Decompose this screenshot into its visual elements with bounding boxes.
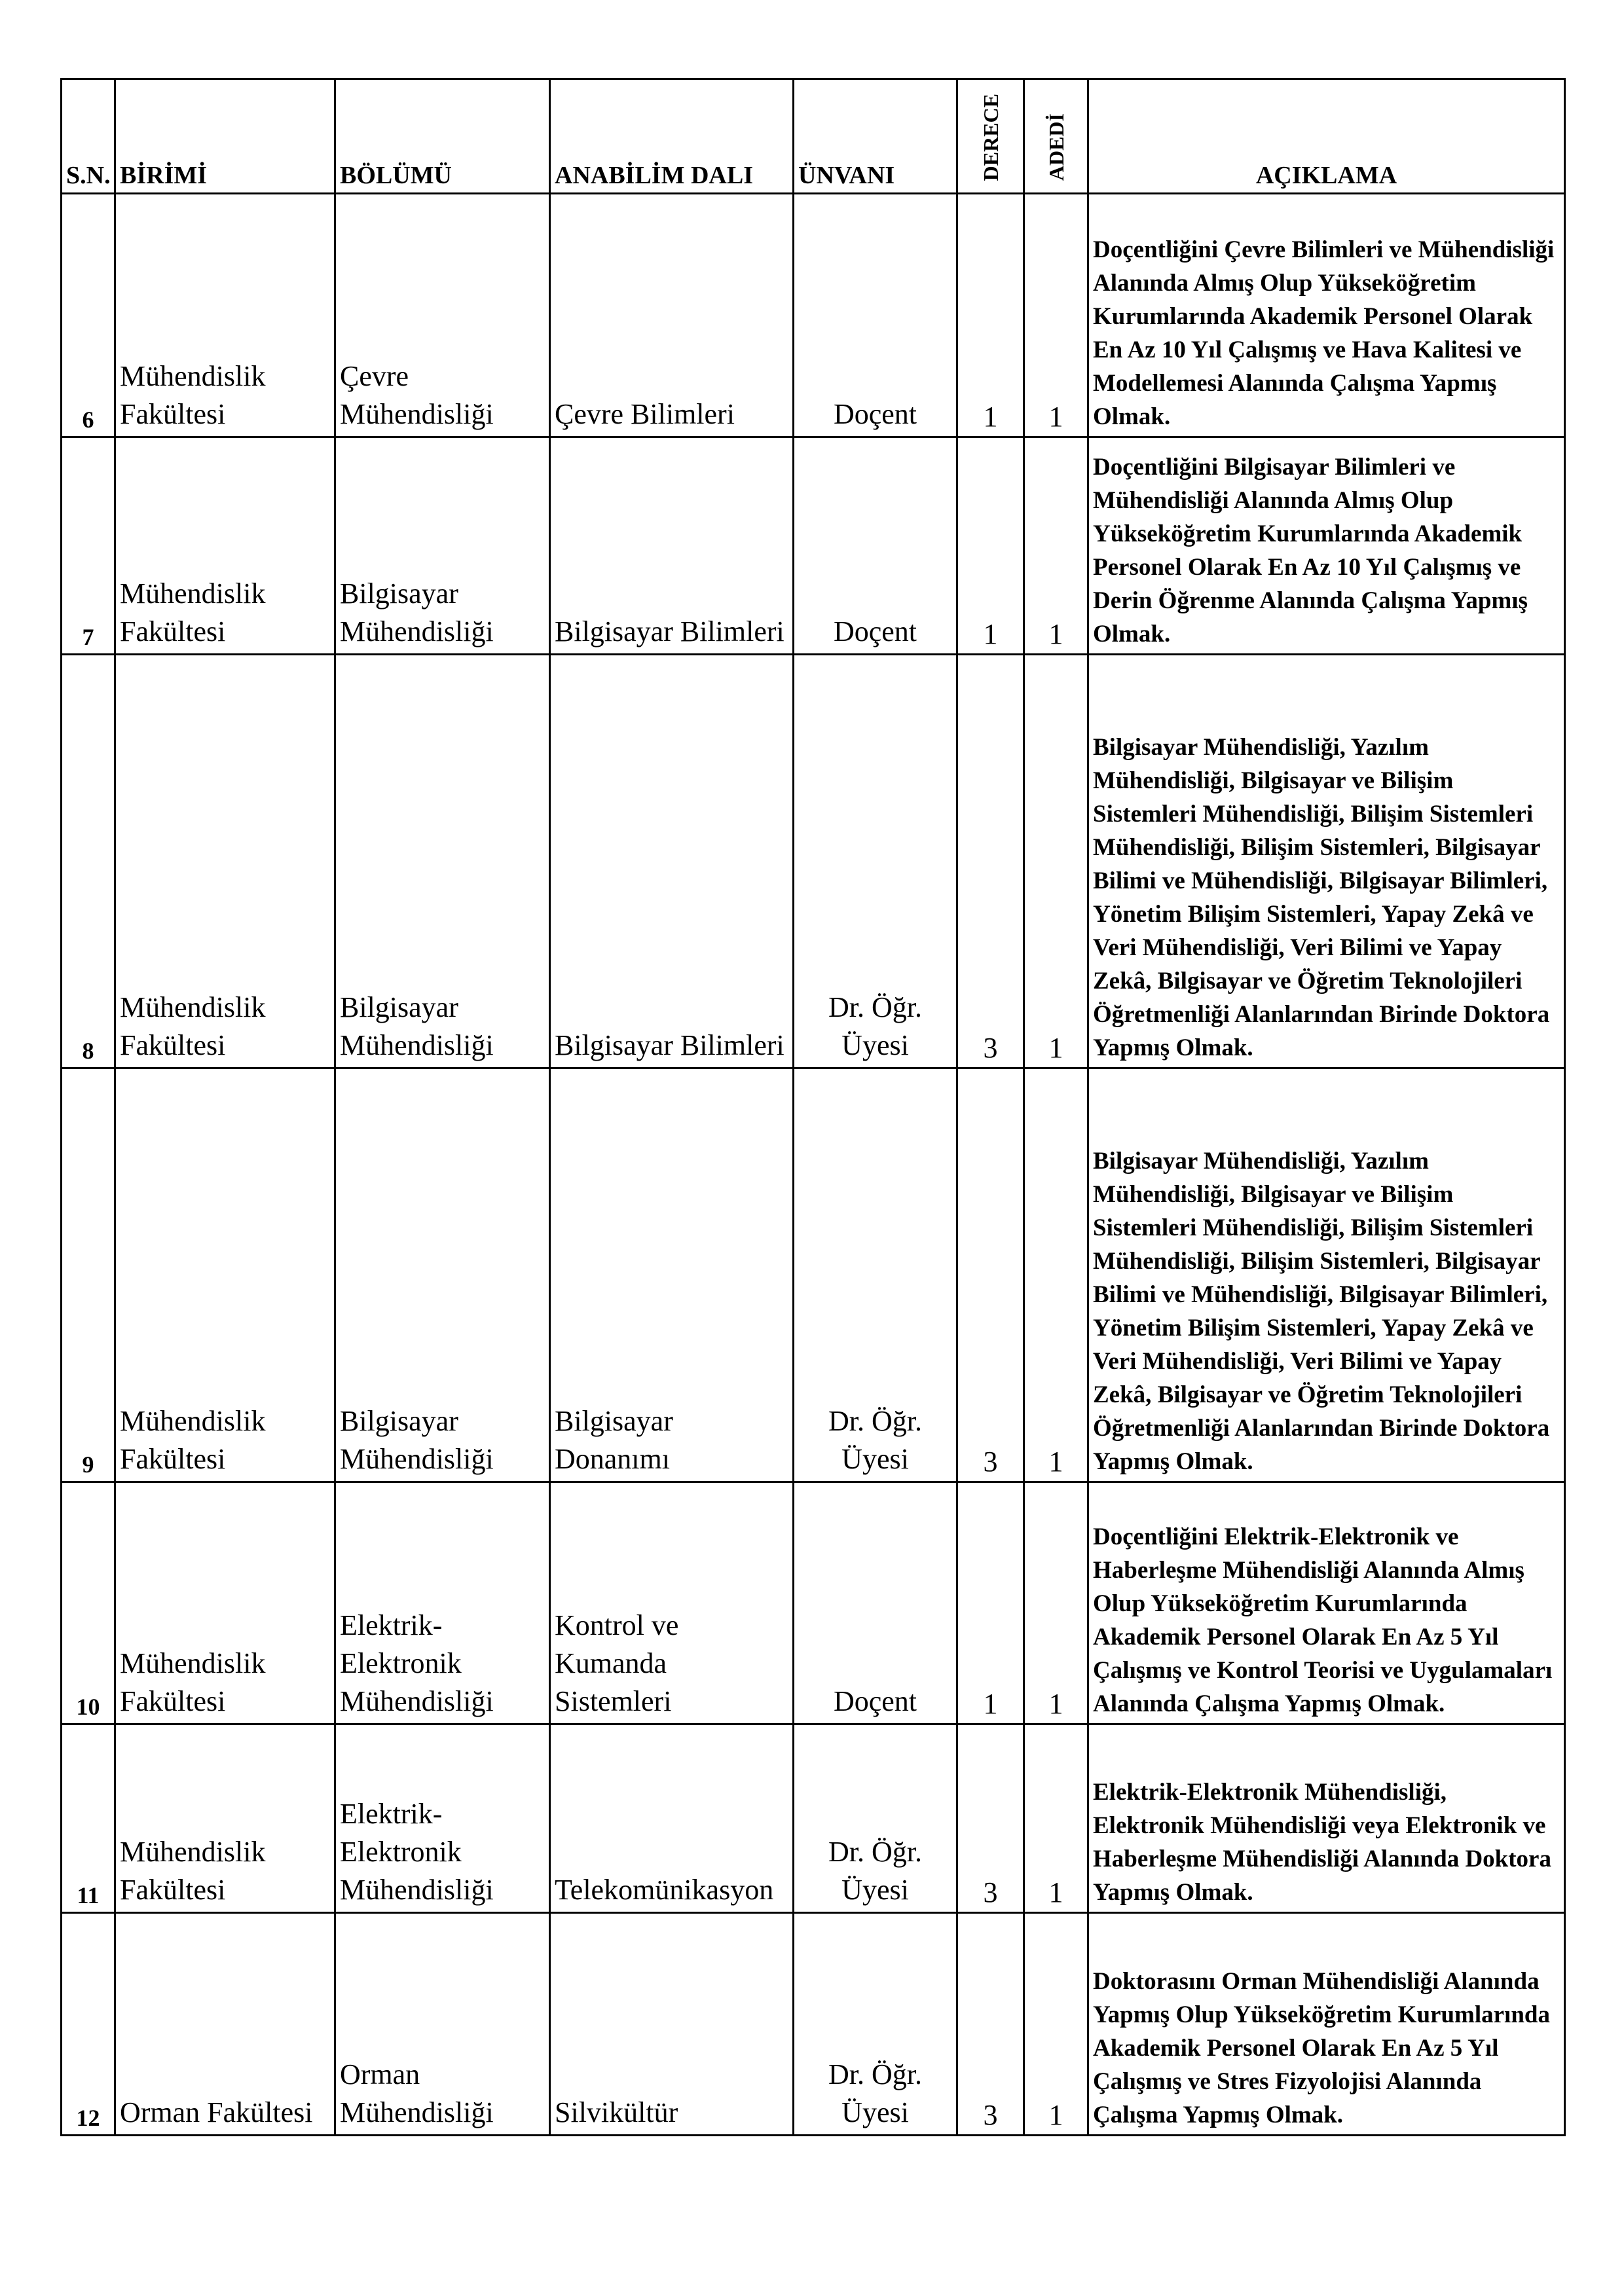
cell-sn: 7 (62, 437, 115, 655)
cell-department: Elektrik-Elektronik Mühendisliği (335, 1724, 550, 1913)
cell-count: 1 (1024, 437, 1088, 655)
cell-division: Bilgisayar Bilimleri (550, 655, 794, 1068)
cell-title: Doçent (794, 437, 957, 655)
cell-sn: 11 (62, 1724, 115, 1913)
cell-title: Doçent (794, 1482, 957, 1724)
staff-position-table (60, 78, 1566, 2136)
cell-degree: 3 (957, 655, 1024, 1068)
cell-division: Silvikültür (550, 1913, 794, 2136)
cell-title: Dr. Öğr. Üyesi (794, 1724, 957, 1913)
cell-degree: 1 (957, 1482, 1024, 1724)
cell-degree: 3 (957, 1068, 1024, 1482)
cell-unit: Mühendislik Fakültesi (115, 1068, 335, 1482)
cell-sn: 8 (62, 655, 115, 1068)
cell-degree: 1 (957, 194, 1024, 437)
cell-count: 1 (1024, 1482, 1088, 1724)
cell-department: Bilgisayar Mühendisliği (335, 437, 550, 655)
cell-count: 1 (1024, 1724, 1088, 1913)
cell-unit: Mühendislik Fakültesi (115, 655, 335, 1068)
cell-count: 1 (1024, 655, 1088, 1068)
table-row (62, 1482, 1565, 1724)
header-department: BÖLÜMÜ (335, 79, 550, 194)
cell-description: Doçentliğini Çevre Bilimleri ve Mühendisliği Alanında Almış Olup Yükseköğretim Kurumlarında Akademik Personel Olarak En Az 10 Yıl Çalışmış ve Hava Kalitesi ve Modellemesi Alanında Çalışma Yapmış Olmak. (1088, 194, 1565, 437)
cell-department: Bilgisayar Mühendisliği (335, 655, 550, 1068)
cell-title: Dr. Öğr. Üyesi (794, 1913, 957, 2136)
cell-sn: 6 (62, 194, 115, 437)
header-degree: DERECE (957, 79, 1024, 194)
header-title: ÜNVANI (794, 79, 957, 194)
cell-unit: Mühendislik Fakültesi (115, 437, 335, 655)
cell-division: Bilgisayar Bilimleri (550, 437, 794, 655)
header-unit: BİRİMİ (115, 79, 335, 194)
cell-division: Kontrol ve Kumanda Sistemleri (550, 1482, 794, 1724)
cell-unit: Mühendislik Fakültesi (115, 1724, 335, 1913)
cell-title: Doçent (794, 194, 957, 437)
cell-description: Doktorasını Orman Mühendisliği Alanında Yapmış Olup Yükseköğretim Kurumlarında Akademik Personel Olarak En Az 5 Yıl Çalışmış ve Stres Fizyolojisi Alanında Çalışma Yapmış Olmak. (1088, 1913, 1565, 2136)
cell-department: Çevre Mühendisliği (335, 194, 550, 437)
cell-department: Orman Mühendisliği (335, 1913, 550, 2136)
table-row (62, 1068, 1565, 1482)
cell-degree: 3 (957, 1724, 1024, 1913)
cell-title: Dr. Öğr. Üyesi (794, 1068, 957, 1482)
cell-department: Elektrik-Elektronik Mühendisliği (335, 1482, 550, 1724)
cell-sn: 9 (62, 1068, 115, 1482)
header-division: ANABİLİM DALI (550, 79, 794, 194)
cell-description: Bilgisayar Mühendisliği, Yazılım Mühendisliği, Bilgisayar ve Bilişim Sistemleri Mühendisliği, Bilişim Sistemleri Mühendisliği, Bilişim Sistemleri, Bilgisayar Bilimi ve Mühendisliği, Bilgisayar Bilimleri, Yönetim Bilişim Sistemleri, Yapay Zekâ ve Veri Mühendisliği, Veri Bilimi ve Yapay Zekâ, Bilgisayar ve Öğretim Teknolojileri Öğretmenliği Alanlarından Birinde Doktora Yapmış Olmak. (1088, 655, 1565, 1068)
cell-description: Elektrik-Elektronik Mühendisliği, Elektronik Mühendisliği veya Elektronik ve Haberleşme Mühendisliği Alanında Doktora Yapmış Olmak. (1088, 1724, 1565, 1913)
table-row (62, 194, 1565, 437)
cell-count: 1 (1024, 1068, 1088, 1482)
cell-division: Telekomünikasyon (550, 1724, 794, 1913)
cell-sn: 12 (62, 1913, 115, 2136)
cell-unit: Mühendislik Fakültesi (115, 1482, 335, 1724)
header-description: AÇIKLAMA (1088, 79, 1565, 194)
cell-division: Çevre Bilimleri (550, 194, 794, 437)
cell-unit: Mühendislik Fakültesi (115, 194, 335, 437)
table-row (62, 1913, 1565, 2136)
cell-sn: 10 (62, 1482, 115, 1724)
cell-title: Dr. Öğr. Üyesi (794, 655, 957, 1068)
cell-degree: 3 (957, 1913, 1024, 2136)
cell-department: Bilgisayar Mühendisliği (335, 1068, 550, 1482)
table-header-row (62, 79, 1565, 194)
cell-count: 1 (1024, 194, 1088, 437)
header-count: ADEDİ (1024, 79, 1088, 194)
table-row (62, 655, 1565, 1068)
cell-unit: Orman Fakültesi (115, 1913, 335, 2136)
cell-division: Bilgisayar Donanımı (550, 1068, 794, 1482)
table-row (62, 437, 1565, 655)
cell-description: Doçentliğini Elektrik-Elektronik ve Haberleşme Mühendisliği Alanında Almış Olup Yükseköğretim Kurumlarında Akademik Personel Olarak En Az 5 Yıl Çalışmış ve Kontrol Teorisi ve Uygulamaları Alanında Çalışma Yapmış Olmak. (1088, 1482, 1565, 1724)
cell-degree: 1 (957, 437, 1024, 655)
table-row (62, 1724, 1565, 1913)
cell-description: Bilgisayar Mühendisliği, Yazılım Mühendisliği, Bilgisayar ve Bilişim Sistemleri Mühendisliği, Bilişim Sistemleri Mühendisliği, Bilişim Sistemleri, Bilgisayar Bilimi ve Mühendisliği, Bilgisayar Bilimleri, Yönetim Bilişim Sistemleri, Yapay Zekâ ve Veri Mühendisliği, Veri Bilimi ve Yapay Zekâ, Bilgisayar ve Öğretim Teknolojileri Öğretmenliği Alanlarından Birinde Doktora Yapmış Olmak. (1088, 1068, 1565, 1482)
cell-count: 1 (1024, 1913, 1088, 2136)
header-sn: S.N. (62, 79, 115, 194)
cell-description: Doçentliğini Bilgisayar Bilimleri ve Mühendisliği Alanında Almış Olup Yükseköğretim Kurumlarında Akademik Personel Olarak En Az 10 Yıl Çalışmış ve Derin Öğrenme Alanında Çalışma Yapmış Olmak. (1088, 437, 1565, 655)
